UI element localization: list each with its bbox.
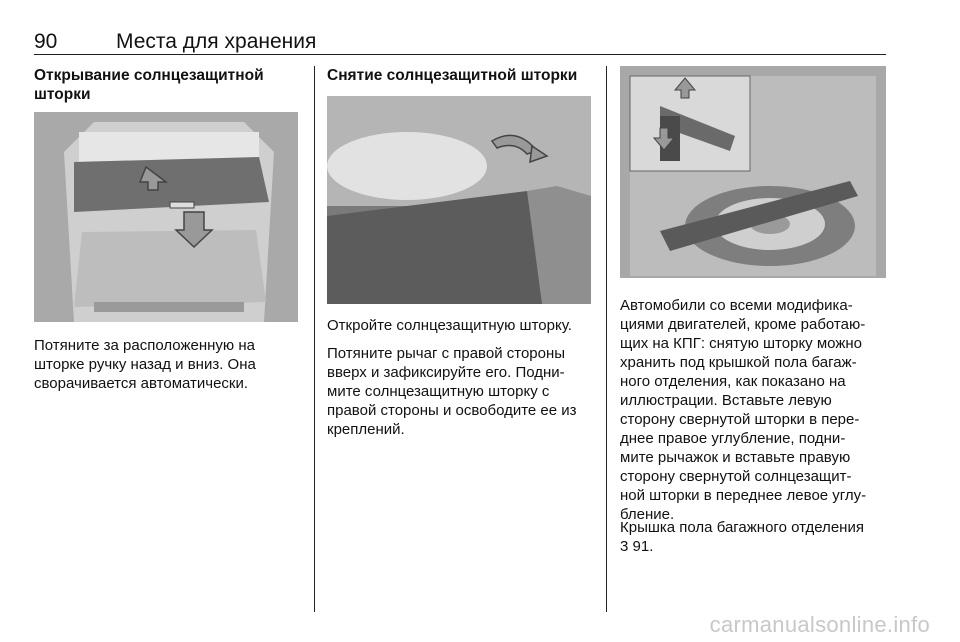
page-title: Места для хранения	[116, 30, 317, 53]
watermark: carmanualsonline.info	[709, 612, 930, 637]
paragraph-open-cover: Откройте солнцезащитную шторку.	[327, 317, 572, 334]
column-divider-1	[314, 66, 315, 612]
section-heading-opening: Открывание солнцезащитной шторки	[34, 67, 264, 103]
page-reference-link[interactable]: 91.	[632, 538, 654, 555]
illustration-lever-detail	[327, 96, 591, 304]
illustration-trunk-cover-opening	[34, 112, 298, 322]
page-header	[34, 30, 886, 56]
illustration-spare-wheel-storage	[620, 66, 886, 278]
page-reference-arrow-icon: 3	[620, 538, 629, 555]
section-heading-removal: Снятие солнцезащитной шторки	[327, 67, 578, 84]
column-divider-2	[606, 66, 607, 612]
page-number: 90	[34, 30, 58, 53]
header-divider	[34, 54, 886, 55]
